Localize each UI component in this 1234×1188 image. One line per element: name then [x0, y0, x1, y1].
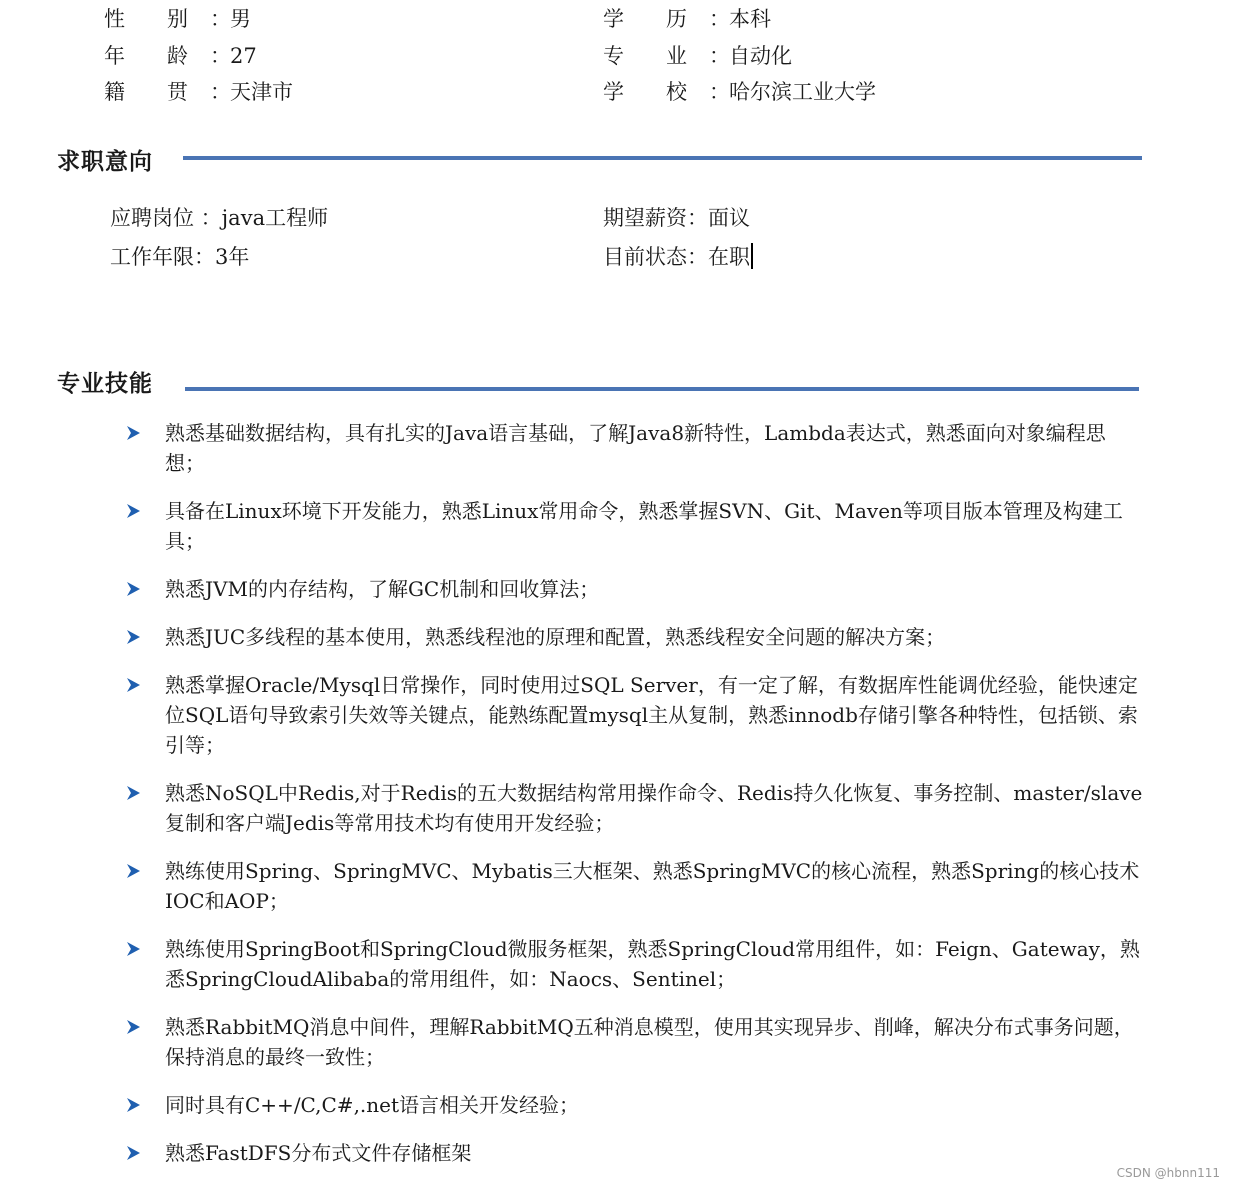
field-separator: ： [709, 80, 730, 104]
field-value: 本科 [729, 7, 771, 31]
skill-item [125, 496, 1145, 556]
field-separator: ： [210, 7, 231, 31]
field-value: 27 [230, 44, 257, 68]
field-label: 籍 贯 [104, 80, 188, 104]
arrow-bullet-icon [125, 941, 141, 957]
skill-text: 熟悉基础数据结构，具有扎实的Java语言基础，了解Java8新特性，Lambda表达式，熟悉面向对象编程思想； [165, 421, 1106, 475]
skill-text: 熟练使用SpringBoot和SpringCloud微服务框架，熟悉SpringCloud常用组件，如：Feign、Gateway，熟悉SpringCloudAlibaba的常用组件，如：Naocs、Sentinel； [165, 937, 1140, 991]
skill-text: 熟练使用Spring、SpringMVC、Mybatis三大框架、熟悉SpringMVC的核心流程，熟悉Spring的核心技术IOC和AOP； [165, 859, 1140, 913]
skill-text: 熟悉JVM的内存结构，了解GC机制和回收算法； [165, 577, 600, 601]
skill-item [125, 1012, 1145, 1072]
skill-text: 同时具有C++/C,C#,.net语言相关开发经验； [165, 1093, 580, 1117]
field-separator: ： [210, 80, 231, 104]
skill-item [125, 574, 1145, 604]
arrow-bullet-icon [125, 1145, 141, 1161]
skill-text: 熟悉RabbitMQ消息中间件，理解RabbitMQ五种消息模型，使用其实现异步、削峰，解决分布式事务问题，保持消息的最终一致性； [165, 1015, 1134, 1069]
text-cursor [751, 243, 753, 269]
skill-item [125, 856, 1145, 916]
personal-field-hometown [104, 78, 293, 106]
arrow-bullet-icon [125, 863, 141, 879]
job-position: 应聘岗位 ：java工程师 [110, 206, 329, 230]
skill-text: 熟悉JUC多线程的基本使用，熟悉线程池的原理和配置，熟悉线程安全问题的解决方案； [165, 625, 946, 649]
field-label: 学 校 [603, 80, 687, 104]
arrow-bullet-icon [125, 677, 141, 693]
field-label: 性 别 [104, 7, 188, 31]
job-intention-rule [183, 156, 1142, 160]
skill-item [125, 418, 1145, 478]
skill-text: 熟悉NoSQL中Redis,对于Redis的五大数据结构常用操作命令、Redis持久化恢复、事务控制、master/slave复制和客户端Jedis等常用技术均有使用开发经验； [165, 781, 1143, 835]
skills-list [125, 418, 1145, 1186]
arrow-bullet-icon [125, 629, 141, 645]
skill-item [125, 622, 1145, 652]
field-value: 天津市 [230, 80, 293, 104]
personal-field-education [603, 5, 771, 33]
personal-field-school [603, 78, 876, 106]
skill-text: 具备在Linux环境下开发能力，熟悉Linux常用命令，熟悉掌握SVN、Git、Maven等项目版本管理及构建工具； [165, 499, 1123, 553]
skill-item [125, 670, 1145, 760]
personal-field-major [603, 42, 792, 70]
job-intention-heading: 求职意向 [57, 149, 153, 175]
field-value: 哈尔滨工业大学 [729, 80, 876, 104]
skills-heading: 专业技能 [57, 371, 153, 397]
skill-item [125, 778, 1145, 838]
arrow-bullet-icon [125, 785, 141, 801]
field-separator: ： [210, 44, 231, 68]
field-value: 男 [230, 7, 251, 31]
personal-field-gender [104, 5, 251, 33]
field-label: 专 业 [603, 44, 687, 68]
job-status-text: 目前状态：在职 [603, 245, 750, 269]
field-separator: ： [709, 44, 730, 68]
skills-rule [185, 387, 1139, 391]
field-separator: ： [709, 7, 730, 31]
arrow-bullet-icon [125, 425, 141, 441]
job-status[interactable] [603, 241, 753, 271]
skill-item [125, 1090, 1145, 1120]
skill-item [125, 1138, 1145, 1168]
personal-field-age [104, 42, 257, 70]
job-salary: 期望薪资：面议 [603, 206, 750, 230]
arrow-bullet-icon [125, 503, 141, 519]
watermark: CSDN @hbnn111 [1116, 1166, 1220, 1180]
arrow-bullet-icon [125, 581, 141, 597]
skill-text: 熟悉FastDFS分布式文件存储框架 [165, 1141, 472, 1165]
job-years: 工作年限：3年 [110, 245, 250, 269]
arrow-bullet-icon [125, 1097, 141, 1113]
skill-text: 熟悉掌握Oracle/Mysql日常操作，同时使用过SQL Server，有一定了解，有数据库性能调优经验，能快速定位SQL语句导致索引失效等关键点，能熟练配置mysql主从复制，熟悉innodb存储引擎各种特性，包括锁、索引等； [165, 673, 1138, 757]
field-label: 学 历 [603, 7, 687, 31]
field-label: 年 龄 [104, 44, 188, 68]
skill-item [125, 934, 1145, 994]
field-value: 自动化 [729, 44, 792, 68]
arrow-bullet-icon [125, 1019, 141, 1035]
